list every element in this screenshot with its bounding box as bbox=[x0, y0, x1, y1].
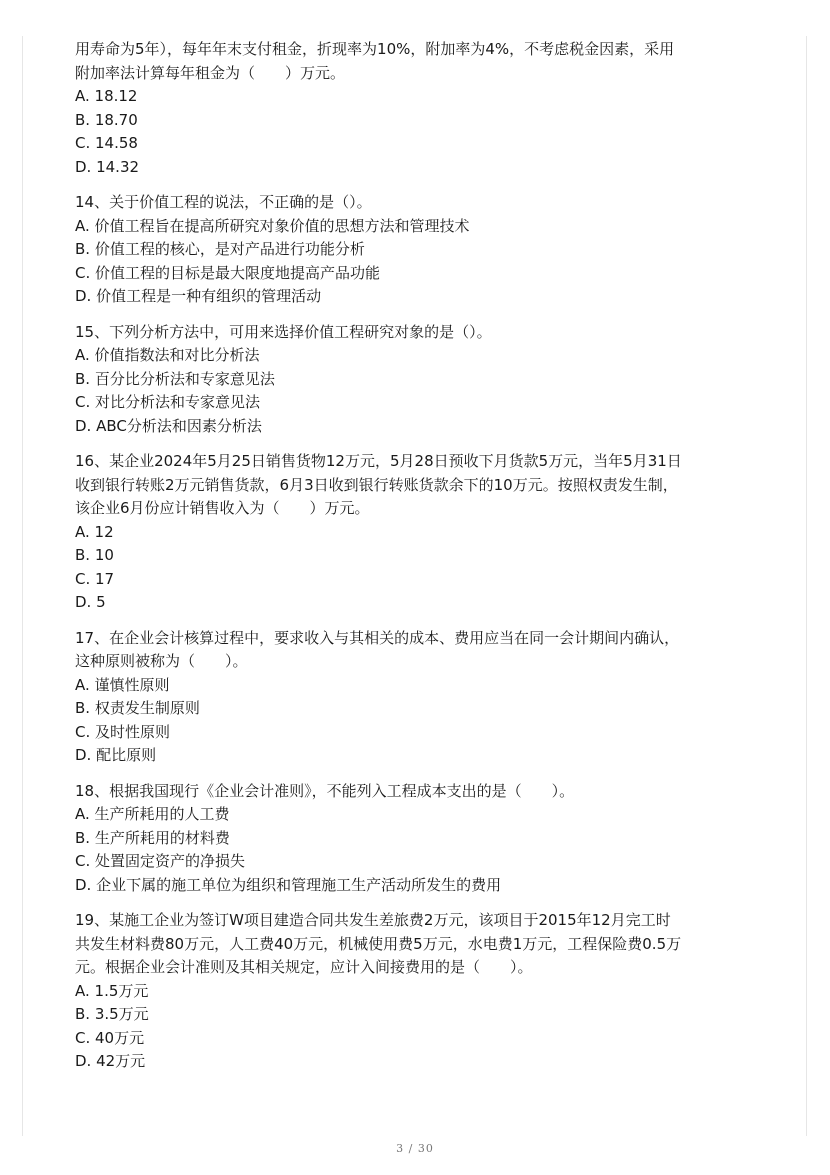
question-stem-line: 16、某企业2024年5月25日销售货物12万元，5月28日预收下月货款5万元，当年5月31日 bbox=[75, 452, 682, 470]
question-block bbox=[75, 38, 765, 179]
answer-option: C. 14.58 bbox=[75, 134, 138, 152]
question-block bbox=[75, 780, 765, 898]
question-list bbox=[75, 38, 765, 1086]
question-stem bbox=[75, 780, 765, 804]
question-stem bbox=[75, 627, 765, 674]
answer-option: D. 5 bbox=[75, 593, 106, 611]
answer-option: A. 价值工程旨在提高所研究对象价值的思想方法和管理技术 bbox=[75, 216, 470, 235]
answer-option: B. 3.5万元 bbox=[75, 1005, 149, 1023]
answer-option: D. 42万元 bbox=[75, 1052, 146, 1070]
answer-option: B. 18.70 bbox=[75, 110, 138, 129]
question-stem-line: 共发生材料费80万元，人工费40万元，机械使用费5万元，水电费1万元，工程保险费0.5万 bbox=[75, 934, 682, 953]
question-stem-line: 用寿命为5年），每年年末支付租金，折现率为10%，附加率为4%，不考虑税金因素，采用 bbox=[75, 40, 675, 58]
answer-option: C. 处置固定资产的净损失 bbox=[75, 852, 246, 870]
answer-option: A. 1.5万元 bbox=[75, 981, 149, 1000]
answer-option: D. 企业下属的施工单位为组织和管理施工生产活动所发生的费用 bbox=[75, 875, 502, 894]
answer-option: A. 12 bbox=[75, 522, 114, 541]
answer-option: A. 18.12 bbox=[75, 87, 138, 105]
answer-option: D. 14.32 bbox=[75, 157, 140, 176]
question-stem-line: 收到银行转账2万元销售货款，6月3日收到银行转账货款余下的10万元。按照权责发生制， bbox=[75, 475, 678, 494]
answer-option: B. 10 bbox=[75, 546, 114, 564]
answer-option: A. 生产所耗用的人工费 bbox=[75, 805, 230, 823]
answer-option: B. 百分比分析法和专家意见法 bbox=[75, 369, 275, 388]
answer-option: C. 对比分析法和专家意见法 bbox=[75, 393, 261, 411]
left-margin-rule bbox=[22, 36, 23, 1136]
question-stem-line: 元。根据企业会计准则及其相关规定，应计入间接费用的是（ ）。 bbox=[75, 958, 533, 976]
answer-option: A. 价值指数法和对比分析法 bbox=[75, 346, 260, 364]
question-block bbox=[75, 627, 765, 768]
question-stem-line: 19、某施工企业为签订W项目建造合同共发生差旅费2万元，该项目于2015年12月完工时 bbox=[75, 911, 671, 929]
answer-option: B. 权责发生制原则 bbox=[75, 699, 200, 717]
question-stem-line: 该企业6月份应计销售收入为（ ）万元。 bbox=[75, 499, 370, 517]
answer-option: C. 及时性原则 bbox=[75, 722, 171, 741]
answer-option: C. 价值工程的目标是最大限度地提高产品功能 bbox=[75, 263, 381, 282]
right-margin-rule bbox=[806, 36, 807, 1136]
question-stem-line: 这种原则被称为（ ）。 bbox=[75, 652, 248, 670]
answer-option: D. 价值工程是一种有组织的管理活动 bbox=[75, 287, 322, 305]
answer-option: B. 价值工程的核心，是对产品进行功能分析 bbox=[75, 240, 365, 258]
question-stem bbox=[75, 909, 765, 980]
question-stem bbox=[75, 38, 765, 85]
question-block bbox=[75, 321, 765, 439]
answer-option: C. 17 bbox=[75, 569, 115, 588]
question-block bbox=[75, 191, 765, 309]
question-block bbox=[75, 450, 765, 615]
answer-option: C. 40万元 bbox=[75, 1028, 145, 1047]
question-stem-line: 附加率法计算每年租金为（ ）万元。 bbox=[75, 63, 346, 82]
answer-option: D. ABC分析法和因素分析法 bbox=[75, 416, 262, 435]
question-stem-line: 17、在企业会计核算过程中，要求收入与其相关的成本、费用应当在同一会计期间内确认， bbox=[75, 628, 680, 647]
question-stem bbox=[75, 191, 765, 215]
question-stem bbox=[75, 450, 765, 521]
answer-option: B. 生产所耗用的材料费 bbox=[75, 828, 230, 847]
question-stem bbox=[75, 321, 765, 345]
answer-option: A. 谨慎性原则 bbox=[75, 675, 170, 694]
question-block bbox=[75, 909, 765, 1074]
question-stem-line: 15、下列分析方法中，可用来选择价值工程研究对象的是（）。 bbox=[75, 322, 492, 341]
question-stem-line: 14、关于价值工程的说法，不正确的是（）。 bbox=[75, 193, 372, 211]
question-stem-line: 18、根据我国现行《企业会计准则》，不能列入工程成本支出的是（ ）。 bbox=[75, 781, 575, 800]
answer-option: D. 配比原则 bbox=[75, 746, 157, 764]
page-number: 3 / 30 bbox=[396, 1142, 434, 1155]
